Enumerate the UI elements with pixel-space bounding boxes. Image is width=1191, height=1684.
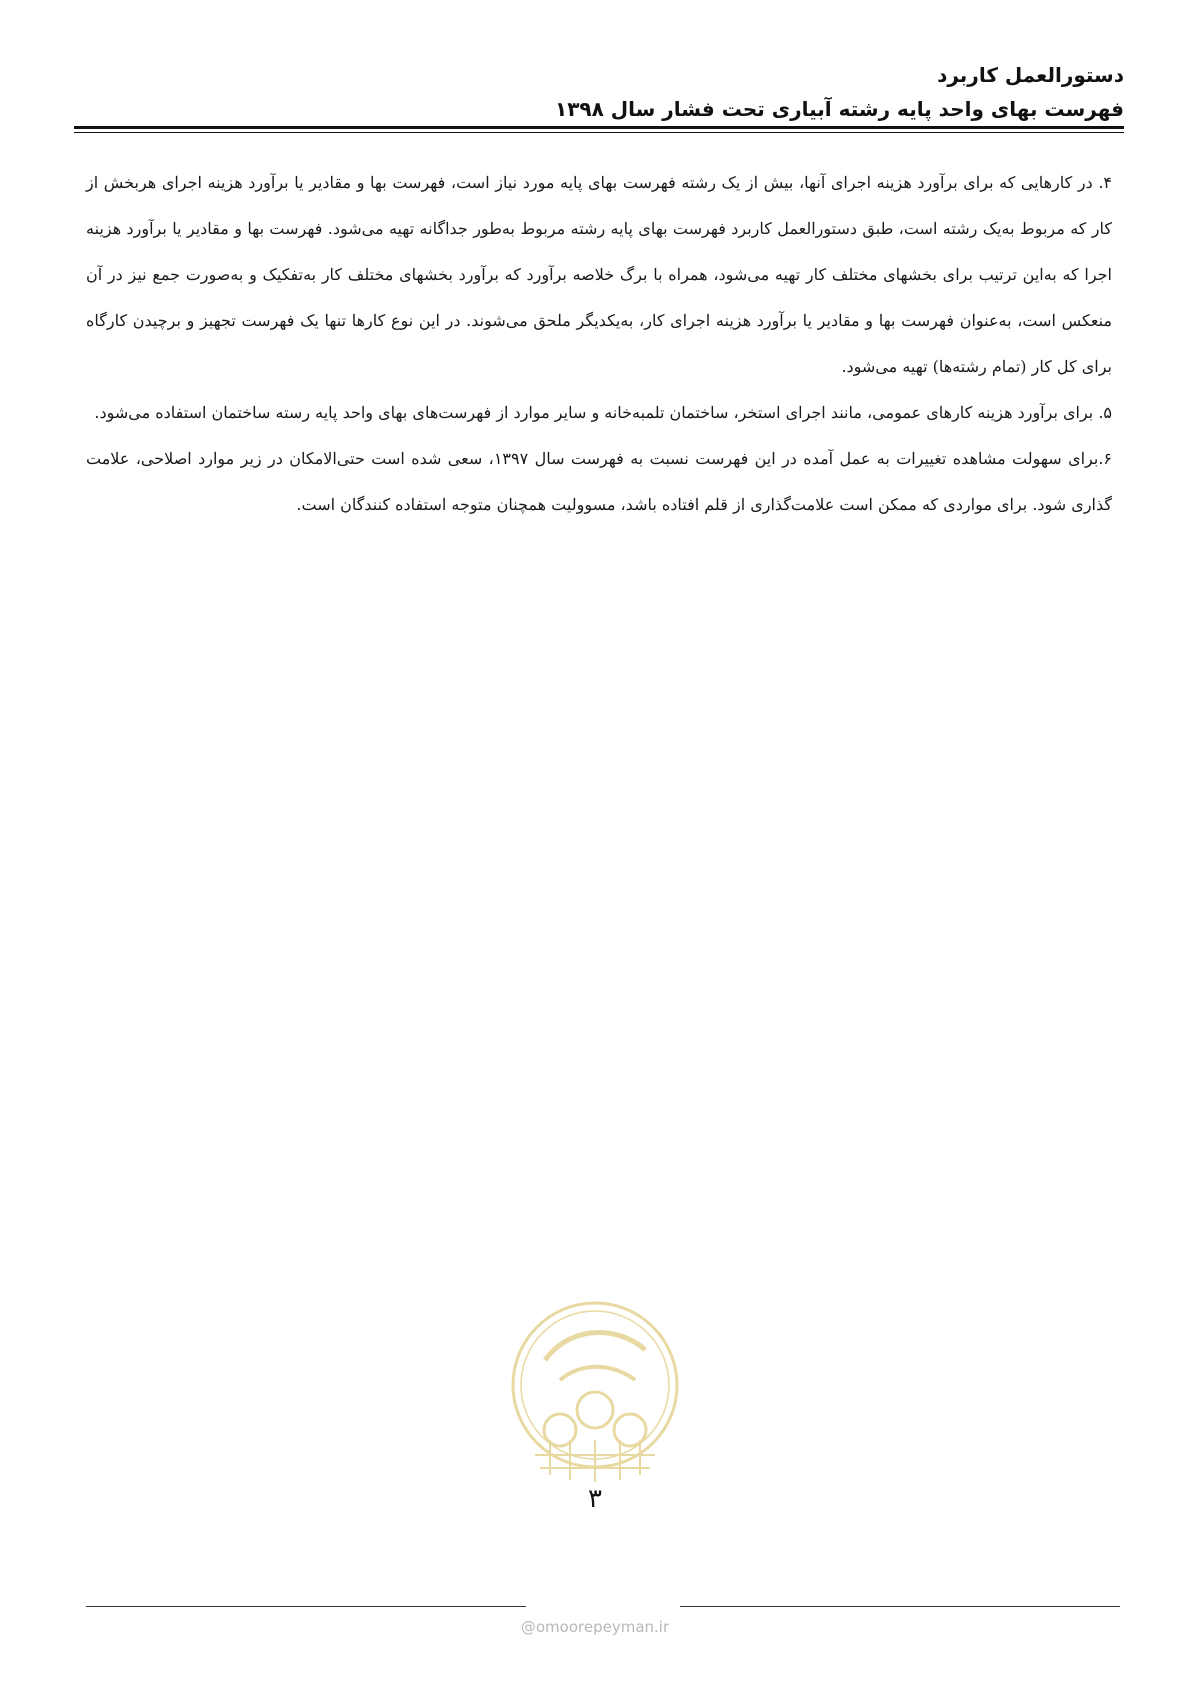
header-rule-thin — [74, 132, 1124, 133]
watermark-logo-icon — [505, 1290, 685, 1490]
footer-rule-left — [86, 1606, 526, 1607]
document-body — [86, 160, 1112, 528]
page-number: ۳ — [588, 1484, 602, 1514]
footer-rule-right — [680, 1606, 1120, 1607]
paragraph-5: ۵. برای برآورد هزینه کارهای عمومی، مانند اجرای استخر، ساختمان تلمبه‌خانه و سایر موارد از فهرست‌های بهای واحد پایه رسته ساختمان استفاده می‌شود. — [94, 403, 1112, 422]
website-watermark: @omoorepeyman.ir — [520, 1618, 670, 1636]
header-title: دستورالعمل کاربرد — [937, 63, 1124, 87]
header-subtitle: فهرست بهای واحد پایه رشته آبیاری تحت فشار سال ۱۳۹۸ — [555, 97, 1124, 121]
paragraph-6: ۶.برای سهولت مشاهده تغییرات به عمل آمده در این فهرست نسبت به فهرست سال ۱۳۹۷، سعی شده است حتی‌الامکان در زیر موارد اصلاحی، علامت گذاری شود. برای مواردی که ممکن است علامت‌گذاری از قلم افتاده باشد، مسوولیت همچنان متوجه استفاده کنندگان است. — [86, 449, 1113, 514]
paragraph-4: ۴. در کارهایی که برای برآورد هزینه اجرای آنها، بیش از یک رشته فهرست بهای پایه مورد نیاز است، فهرست بها و مقادیر یا برآورد هزینه اجرای هربخش از کار که مربوط به‌یک رشته است، طبق دستورالعمل کاربرد فهرست بهای پایه رشته مربوط به‌طور جداگانه تهیه می‌شود. فهرست بها و مقادیر یا برآورد هزینه اجرا که به‌این ترتیب برای بخشهای مختلف کار تهیه می‌شود، همراه با برگ خلاصه برآورد که برآورد بخشهای مختلف کار به‌تفکیک و به‌صورت جمع نیز در آن منعکس است، به‌عنوان فهرست بها و مقادیر یا برآورد هزینه اجرای کار، به‌یکدیگر ملحق می‌شوند. در این نوع کارها تنها یک فهرست تجهیز و برچیدن کارگاه برای کل کار (تمام رشته‌ها) تهیه می‌شود. — [86, 173, 1112, 376]
header-rule-thick — [74, 126, 1124, 129]
document-header — [74, 58, 1124, 126]
